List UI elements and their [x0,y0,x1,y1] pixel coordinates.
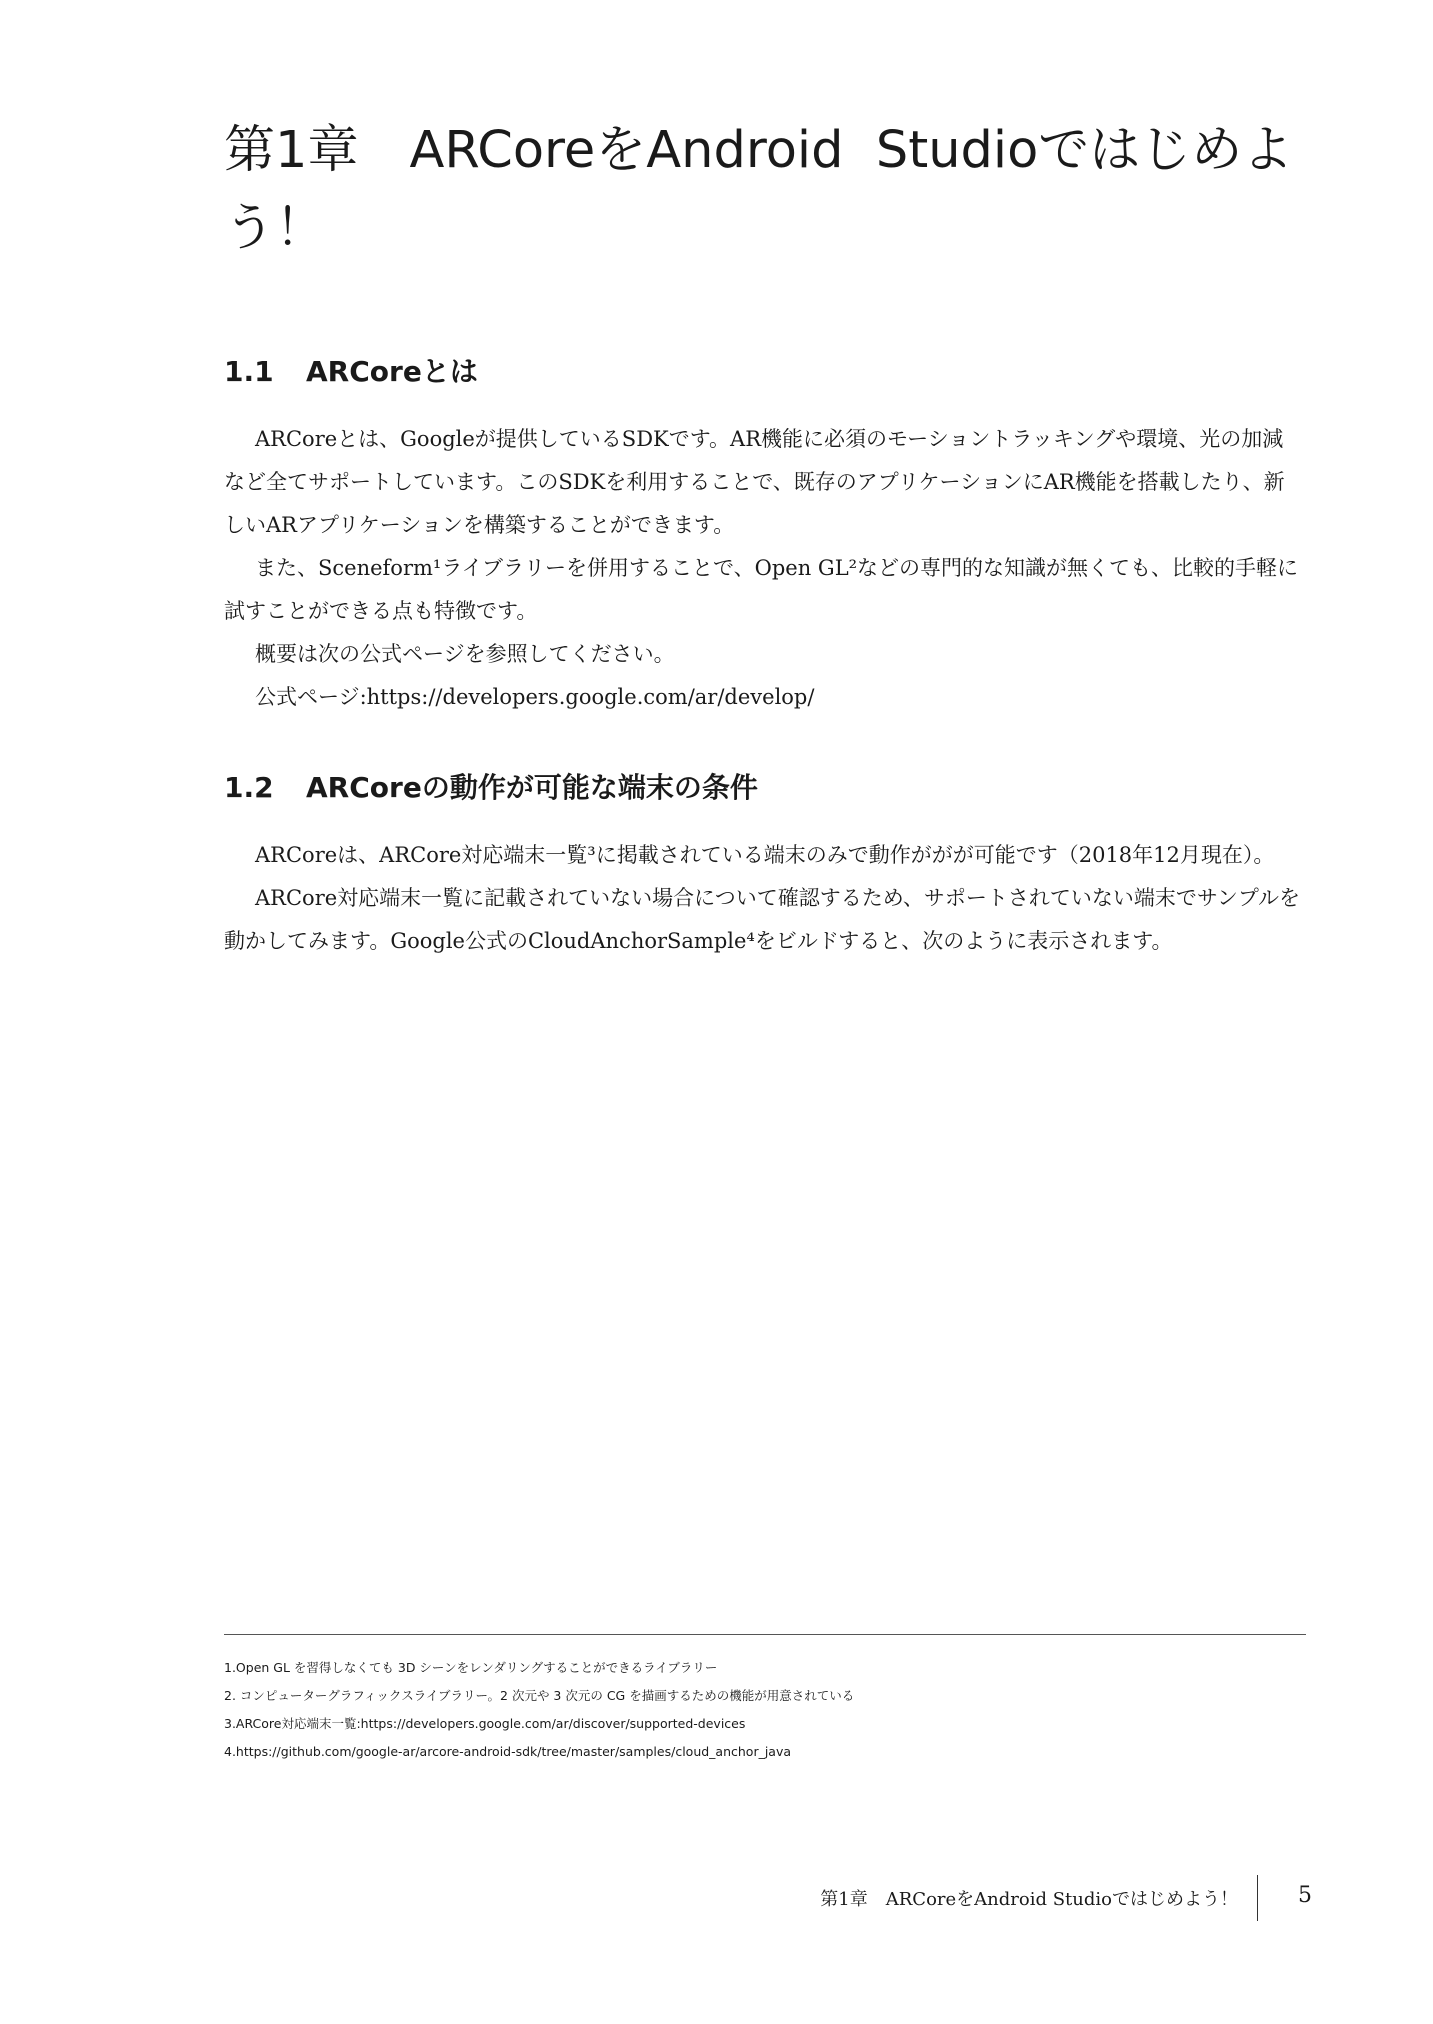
section-1-2 [224,768,1304,963]
page-footer [800,1875,1320,1921]
paragraph: ARCoreとは、Googleが提供しているSDKです。AR機能に必須のモーショントラッキングや環境、光の加減など全てサポートしています。このSDKを利用することで、既存のアプリケーションにAR機能を搭載したり、新しいARアプリケーションを構築することができます。 [224,427,1285,537]
paragraph: ARCore対応端末一覧に記載されていない場合について確認するため、サポートされていない端末でサンプルを動かしてみます。Google公式のCloudAnchorSample⁴をビルドすると、次のように表示されます。 [224,886,1301,953]
chapter-title: 第1章 ARCoreをAndroid Studioではじめよう！ [224,121,1294,258]
footnotes [224,1654,1306,1766]
footer-divider [1257,1875,1258,1921]
footnote-item: 2. コンピューターグラフィックスライブラリー。2 次元や 3 次元の CG を描画するための機能が用意されている [224,1688,855,1703]
footnote-divider [224,1634,1306,1635]
section-1-1 [224,352,1304,719]
paragraph: また、Sceneform¹ライブラリーを併用することで、Open GL²などの専門的な知識が無くても、比較的手軽に試すことができる点も特徴です。 [224,556,1299,623]
section-title: ARCoreとは [306,355,478,388]
paragraph: ARCoreは、ARCore対応端末一覧³に掲載されている端末のみで動作ががが可能です（2018年12月現在）。 [255,843,1275,867]
paragraph: 概要は次の公式ページを参照してください。 [255,642,675,666]
section-heading [224,352,1304,392]
section-number: 1.2 [224,771,274,804]
running-title: 第1章 ARCoreをAndroid Studioではじめよう！ [820,1889,1238,1910]
footnote-item: 1.Open GL を習得しなくても 3D シーンをレンダリングすることができるライブラリー [224,1660,718,1675]
url-line[interactable]: 公式ページ:https://developers.google.com/ar/develop/ [255,685,815,709]
section-title: ARCoreの動作が可能な端末の条件 [306,771,758,804]
footnote-item[interactable]: 4.https://github.com/google-ar/arcore-android-sdk/tree/master/samples/cloud_anchor_java [224,1744,792,1759]
page-number: 5 [1298,1883,1312,1908]
section-heading [224,768,1304,808]
section-number: 1.1 [224,355,274,388]
footnote-item[interactable]: 3.ARCore対応端末一覧:https://developers.google.com/ar/discover/supported-devices [224,1716,746,1731]
